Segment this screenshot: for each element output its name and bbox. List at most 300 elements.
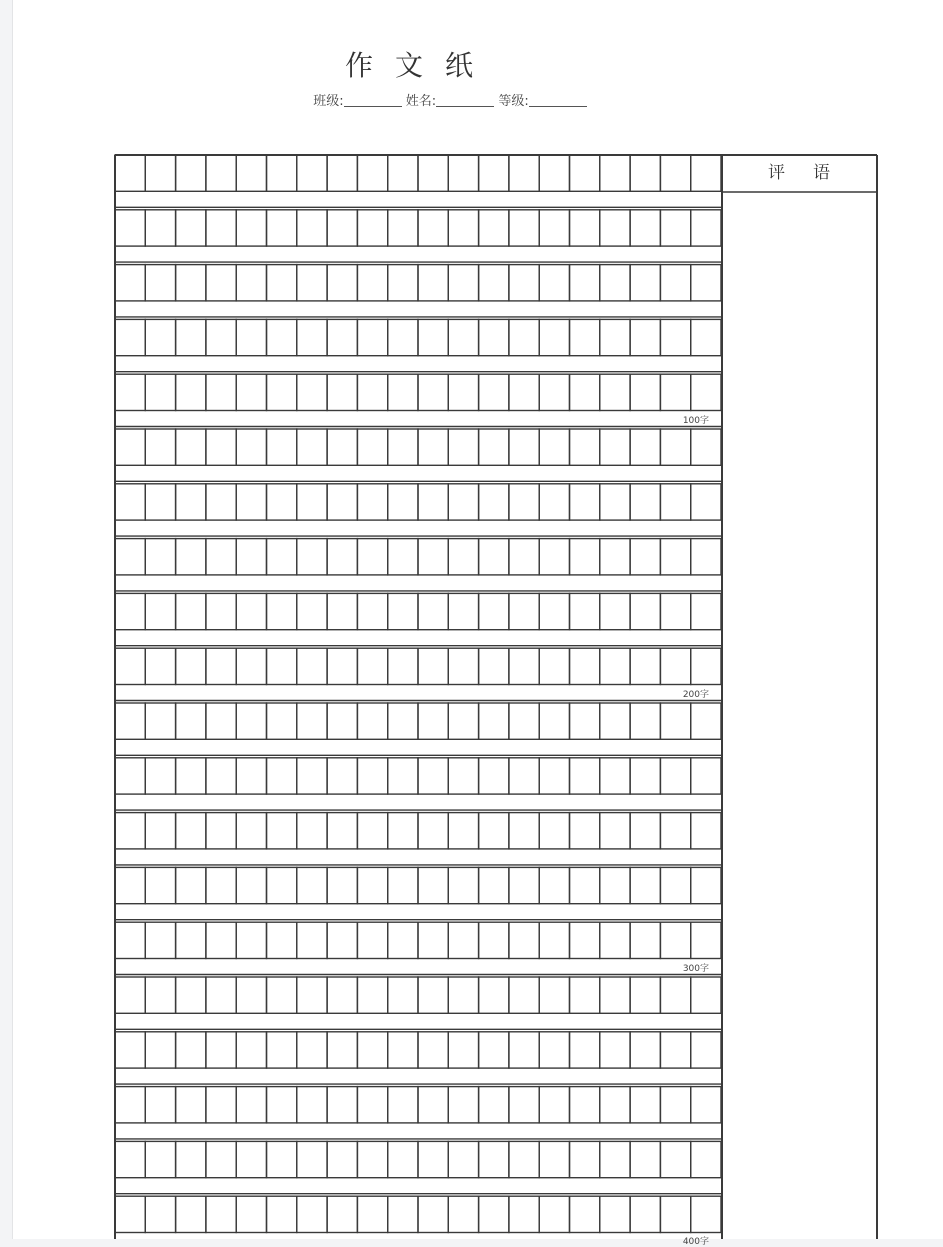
character-cell[interactable] (570, 867, 600, 903)
character-cell[interactable] (509, 813, 539, 849)
character-cell[interactable] (509, 922, 539, 958)
character-cell[interactable] (145, 922, 175, 958)
character-cell[interactable] (660, 758, 690, 794)
character-cell[interactable] (600, 1032, 630, 1068)
character-cell[interactable] (570, 484, 600, 520)
character-cell[interactable] (630, 484, 660, 520)
character-cell[interactable] (509, 648, 539, 684)
character-cell[interactable] (267, 319, 297, 355)
character-cell[interactable] (479, 977, 509, 1013)
character-cell[interactable] (206, 922, 236, 958)
character-cell[interactable] (418, 867, 448, 903)
character-cell[interactable] (479, 1141, 509, 1177)
character-cell[interactable] (448, 758, 478, 794)
character-cell[interactable] (206, 813, 236, 849)
character-cell[interactable] (357, 1196, 387, 1232)
character-cell[interactable] (236, 429, 266, 465)
character-cell[interactable] (479, 1196, 509, 1232)
character-cell[interactable] (236, 319, 266, 355)
character-cell[interactable] (236, 210, 266, 246)
character-cell[interactable] (115, 758, 145, 794)
character-cell[interactable] (115, 539, 145, 575)
character-cell[interactable] (297, 648, 327, 684)
character-cell[interactable] (630, 155, 660, 191)
character-cell[interactable] (479, 593, 509, 629)
character-cell[interactable] (327, 539, 357, 575)
character-cell[interactable] (479, 758, 509, 794)
character-cell[interactable] (600, 703, 630, 739)
character-cell[interactable] (206, 1032, 236, 1068)
character-cell[interactable] (388, 429, 418, 465)
character-cell[interactable] (176, 593, 206, 629)
character-cell[interactable] (509, 1087, 539, 1123)
character-cell[interactable] (660, 813, 690, 849)
character-cell[interactable] (327, 922, 357, 958)
character-cell[interactable] (236, 813, 266, 849)
character-cell[interactable] (600, 758, 630, 794)
character-cell[interactable] (206, 758, 236, 794)
character-cell[interactable] (236, 867, 266, 903)
character-cell[interactable] (145, 155, 175, 191)
character-cell[interactable] (206, 1087, 236, 1123)
character-cell[interactable] (539, 210, 569, 246)
character-cell[interactable] (448, 265, 478, 301)
character-cell[interactable] (145, 1196, 175, 1232)
character-cell[interactable] (600, 429, 630, 465)
character-cell[interactable] (115, 1087, 145, 1123)
character-cell[interactable] (236, 703, 266, 739)
character-cell[interactable] (297, 593, 327, 629)
character-cell[interactable] (357, 703, 387, 739)
character-cell[interactable] (297, 1141, 327, 1177)
character-cell[interactable] (570, 374, 600, 410)
character-cell[interactable] (479, 648, 509, 684)
character-cell[interactable] (509, 703, 539, 739)
character-cell[interactable] (691, 593, 721, 629)
character-cell[interactable] (418, 539, 448, 575)
character-cell[interactable] (660, 374, 690, 410)
character-cell[interactable] (691, 813, 721, 849)
character-cell[interactable] (297, 539, 327, 575)
character-cell[interactable] (691, 210, 721, 246)
character-cell[interactable] (418, 977, 448, 1013)
character-cell[interactable] (327, 1087, 357, 1123)
character-cell[interactable] (236, 155, 266, 191)
character-cell[interactable] (357, 1032, 387, 1068)
character-cell[interactable] (479, 484, 509, 520)
character-cell[interactable] (570, 539, 600, 575)
character-cell[interactable] (206, 539, 236, 575)
character-cell[interactable] (479, 1087, 509, 1123)
character-cell[interactable] (267, 977, 297, 1013)
character-cell[interactable] (145, 758, 175, 794)
character-cell[interactable] (176, 539, 206, 575)
character-cell[interactable] (176, 155, 206, 191)
character-cell[interactable] (630, 539, 660, 575)
character-cell[interactable] (691, 374, 721, 410)
character-cell[interactable] (660, 648, 690, 684)
character-cell[interactable] (600, 265, 630, 301)
character-cell[interactable] (388, 922, 418, 958)
character-cell[interactable] (357, 155, 387, 191)
character-cell[interactable] (539, 813, 569, 849)
character-cell[interactable] (115, 155, 145, 191)
character-cell[interactable] (479, 210, 509, 246)
character-cell[interactable] (570, 593, 600, 629)
character-cell[interactable] (539, 867, 569, 903)
character-cell[interactable] (297, 1196, 327, 1232)
character-cell[interactable] (509, 484, 539, 520)
character-cell[interactable] (630, 1032, 660, 1068)
character-cell[interactable] (539, 155, 569, 191)
character-cell[interactable] (145, 429, 175, 465)
character-cell[interactable] (509, 265, 539, 301)
character-cell[interactable] (509, 977, 539, 1013)
character-cell[interactable] (630, 922, 660, 958)
character-cell[interactable] (115, 265, 145, 301)
character-cell[interactable] (145, 210, 175, 246)
character-cell[interactable] (418, 1087, 448, 1123)
character-cell[interactable] (236, 265, 266, 301)
character-cell[interactable] (660, 1032, 690, 1068)
character-cell[interactable] (539, 593, 569, 629)
character-cell[interactable] (115, 1196, 145, 1232)
character-cell[interactable] (115, 867, 145, 903)
character-cell[interactable] (630, 374, 660, 410)
character-cell[interactable] (630, 1141, 660, 1177)
character-cell[interactable] (418, 1196, 448, 1232)
character-cell[interactable] (206, 429, 236, 465)
character-cell[interactable] (206, 1196, 236, 1232)
character-cell[interactable] (630, 867, 660, 903)
character-cell[interactable] (327, 374, 357, 410)
character-cell[interactable] (630, 703, 660, 739)
character-cell[interactable] (297, 210, 327, 246)
character-cell[interactable] (691, 484, 721, 520)
character-cell[interactable] (176, 867, 206, 903)
character-cell[interactable] (509, 758, 539, 794)
character-cell[interactable] (145, 1087, 175, 1123)
character-cell[interactable] (570, 1032, 600, 1068)
character-cell[interactable] (388, 210, 418, 246)
character-cell[interactable] (479, 813, 509, 849)
character-cell[interactable] (388, 1141, 418, 1177)
character-cell[interactable] (448, 1196, 478, 1232)
character-cell[interactable] (660, 155, 690, 191)
character-cell[interactable] (357, 1141, 387, 1177)
character-cell[interactable] (600, 813, 630, 849)
character-cell[interactable] (327, 265, 357, 301)
character-cell[interactable] (327, 648, 357, 684)
character-cell[interactable] (327, 867, 357, 903)
character-cell[interactable] (691, 1087, 721, 1123)
character-cell[interactable] (357, 484, 387, 520)
character-cell[interactable] (660, 703, 690, 739)
character-cell[interactable] (418, 758, 448, 794)
character-cell[interactable] (236, 1032, 266, 1068)
character-cell[interactable] (630, 758, 660, 794)
character-cell[interactable] (145, 648, 175, 684)
character-cell[interactable] (357, 429, 387, 465)
character-cell[interactable] (327, 1196, 357, 1232)
character-cell[interactable] (236, 484, 266, 520)
character-cell[interactable] (509, 539, 539, 575)
character-cell[interactable] (539, 374, 569, 410)
character-cell[interactable] (509, 429, 539, 465)
character-cell[interactable] (600, 484, 630, 520)
character-cell[interactable] (660, 1087, 690, 1123)
character-cell[interactable] (448, 867, 478, 903)
character-cell[interactable] (176, 703, 206, 739)
character-cell[interactable] (206, 867, 236, 903)
character-cell[interactable] (176, 484, 206, 520)
character-cell[interactable] (418, 265, 448, 301)
character-cell[interactable] (418, 813, 448, 849)
character-cell[interactable] (418, 429, 448, 465)
character-cell[interactable] (388, 155, 418, 191)
character-cell[interactable] (145, 813, 175, 849)
character-cell[interactable] (357, 922, 387, 958)
character-cell[interactable] (145, 977, 175, 1013)
character-cell[interactable] (115, 922, 145, 958)
character-cell[interactable] (509, 1196, 539, 1232)
character-cell[interactable] (539, 922, 569, 958)
character-cell[interactable] (206, 648, 236, 684)
character-cell[interactable] (206, 703, 236, 739)
character-cell[interactable] (539, 265, 569, 301)
character-cell[interactable] (570, 922, 600, 958)
character-cell[interactable] (691, 648, 721, 684)
character-cell[interactable] (418, 374, 448, 410)
character-cell[interactable] (357, 210, 387, 246)
character-cell[interactable] (479, 155, 509, 191)
character-cell[interactable] (357, 374, 387, 410)
character-cell[interactable] (176, 1032, 206, 1068)
character-cell[interactable] (206, 484, 236, 520)
character-cell[interactable] (448, 977, 478, 1013)
character-cell[interactable] (539, 539, 569, 575)
character-cell[interactable] (388, 758, 418, 794)
character-cell[interactable] (236, 1196, 266, 1232)
character-cell[interactable] (479, 319, 509, 355)
character-cell[interactable] (267, 813, 297, 849)
character-cell[interactable] (630, 1087, 660, 1123)
character-cell[interactable] (236, 922, 266, 958)
character-cell[interactable] (145, 319, 175, 355)
character-cell[interactable] (297, 374, 327, 410)
character-cell[interactable] (418, 1141, 448, 1177)
character-cell[interactable] (206, 210, 236, 246)
character-cell[interactable] (630, 813, 660, 849)
character-cell[interactable] (660, 922, 690, 958)
character-cell[interactable] (115, 1141, 145, 1177)
character-cell[interactable] (418, 210, 448, 246)
character-cell[interactable] (570, 758, 600, 794)
character-cell[interactable] (448, 374, 478, 410)
character-cell[interactable] (600, 867, 630, 903)
character-cell[interactable] (570, 648, 600, 684)
character-cell[interactable] (176, 922, 206, 958)
character-cell[interactable] (145, 539, 175, 575)
character-cell[interactable] (691, 539, 721, 575)
character-cell[interactable] (660, 484, 690, 520)
character-cell[interactable] (297, 1032, 327, 1068)
character-cell[interactable] (357, 813, 387, 849)
character-cell[interactable] (206, 155, 236, 191)
character-cell[interactable] (630, 210, 660, 246)
character-cell[interactable] (327, 813, 357, 849)
character-cell[interactable] (327, 484, 357, 520)
character-cell[interactable] (267, 922, 297, 958)
character-cell[interactable] (297, 758, 327, 794)
character-cell[interactable] (418, 155, 448, 191)
character-cell[interactable] (297, 319, 327, 355)
character-cell[interactable] (418, 484, 448, 520)
character-cell[interactable] (570, 429, 600, 465)
character-cell[interactable] (145, 374, 175, 410)
character-cell[interactable] (509, 1032, 539, 1068)
character-cell[interactable] (206, 265, 236, 301)
character-cell[interactable] (115, 977, 145, 1013)
character-cell[interactable] (206, 1141, 236, 1177)
character-cell[interactable] (691, 1196, 721, 1232)
character-cell[interactable] (479, 539, 509, 575)
character-cell[interactable] (297, 867, 327, 903)
character-cell[interactable] (115, 429, 145, 465)
character-cell[interactable] (388, 484, 418, 520)
character-cell[interactable] (448, 429, 478, 465)
character-cell[interactable] (630, 593, 660, 629)
character-cell[interactable] (388, 374, 418, 410)
character-cell[interactable] (600, 319, 630, 355)
character-cell[interactable] (388, 813, 418, 849)
character-cell[interactable] (388, 648, 418, 684)
character-cell[interactable] (448, 1032, 478, 1068)
character-cell[interactable] (509, 319, 539, 355)
character-cell[interactable] (115, 648, 145, 684)
character-cell[interactable] (145, 593, 175, 629)
character-cell[interactable] (539, 319, 569, 355)
character-cell[interactable] (267, 1032, 297, 1068)
character-cell[interactable] (388, 539, 418, 575)
character-cell[interactable] (206, 374, 236, 410)
character-cell[interactable] (479, 1032, 509, 1068)
character-cell[interactable] (509, 374, 539, 410)
character-cell[interactable] (630, 265, 660, 301)
character-cell[interactable] (115, 1032, 145, 1068)
character-cell[interactable] (660, 429, 690, 465)
character-cell[interactable] (660, 1196, 690, 1232)
character-cell[interactable] (570, 977, 600, 1013)
character-cell[interactable] (691, 319, 721, 355)
character-cell[interactable] (145, 1032, 175, 1068)
character-cell[interactable] (539, 429, 569, 465)
character-cell[interactable] (570, 1196, 600, 1232)
character-cell[interactable] (206, 319, 236, 355)
character-cell[interactable] (630, 977, 660, 1013)
character-cell[interactable] (479, 922, 509, 958)
character-cell[interactable] (236, 1141, 266, 1177)
character-cell[interactable] (479, 265, 509, 301)
character-cell[interactable] (691, 703, 721, 739)
character-cell[interactable] (600, 977, 630, 1013)
character-cell[interactable] (660, 319, 690, 355)
character-cell[interactable] (418, 1032, 448, 1068)
character-cell[interactable] (448, 319, 478, 355)
character-cell[interactable] (509, 1141, 539, 1177)
character-cell[interactable] (388, 1087, 418, 1123)
character-cell[interactable] (539, 703, 569, 739)
character-cell[interactable] (357, 867, 387, 903)
character-cell[interactable] (479, 867, 509, 903)
character-cell[interactable] (388, 593, 418, 629)
character-cell[interactable] (267, 1141, 297, 1177)
character-cell[interactable] (115, 593, 145, 629)
character-cell[interactable] (660, 265, 690, 301)
character-cell[interactable] (570, 265, 600, 301)
character-cell[interactable] (267, 867, 297, 903)
character-cell[interactable] (630, 319, 660, 355)
character-cell[interactable] (691, 758, 721, 794)
character-cell[interactable] (297, 813, 327, 849)
character-cell[interactable] (327, 977, 357, 1013)
character-cell[interactable] (176, 1141, 206, 1177)
character-cell[interactable] (297, 922, 327, 958)
character-cell[interactable] (236, 977, 266, 1013)
character-cell[interactable] (176, 813, 206, 849)
character-cell[interactable] (176, 758, 206, 794)
character-cell[interactable] (297, 977, 327, 1013)
character-cell[interactable] (660, 867, 690, 903)
character-cell[interactable] (388, 977, 418, 1013)
character-cell[interactable] (357, 539, 387, 575)
character-cell[interactable] (267, 1087, 297, 1123)
character-cell[interactable] (691, 867, 721, 903)
character-cell[interactable] (388, 867, 418, 903)
character-cell[interactable] (600, 648, 630, 684)
character-cell[interactable] (479, 703, 509, 739)
character-cell[interactable] (509, 210, 539, 246)
character-cell[interactable] (448, 703, 478, 739)
character-cell[interactable] (176, 648, 206, 684)
character-cell[interactable] (691, 1032, 721, 1068)
character-cell[interactable] (539, 484, 569, 520)
character-cell[interactable] (630, 1196, 660, 1232)
character-cell[interactable] (176, 374, 206, 410)
character-cell[interactable] (660, 539, 690, 575)
character-cell[interactable] (297, 429, 327, 465)
character-cell[interactable] (539, 977, 569, 1013)
character-cell[interactable] (176, 210, 206, 246)
character-cell[interactable] (418, 703, 448, 739)
character-cell[interactable] (418, 922, 448, 958)
character-cell[interactable] (600, 374, 630, 410)
character-cell[interactable] (418, 593, 448, 629)
character-cell[interactable] (448, 1087, 478, 1123)
character-cell[interactable] (236, 539, 266, 575)
character-cell[interactable] (691, 265, 721, 301)
character-cell[interactable] (176, 265, 206, 301)
character-cell[interactable] (509, 593, 539, 629)
character-cell[interactable] (236, 648, 266, 684)
character-cell[interactable] (176, 319, 206, 355)
character-cell[interactable] (539, 1141, 569, 1177)
character-cell[interactable] (448, 593, 478, 629)
character-cell[interactable] (267, 648, 297, 684)
character-cell[interactable] (570, 1141, 600, 1177)
character-cell[interactable] (115, 210, 145, 246)
character-cell[interactable] (327, 319, 357, 355)
